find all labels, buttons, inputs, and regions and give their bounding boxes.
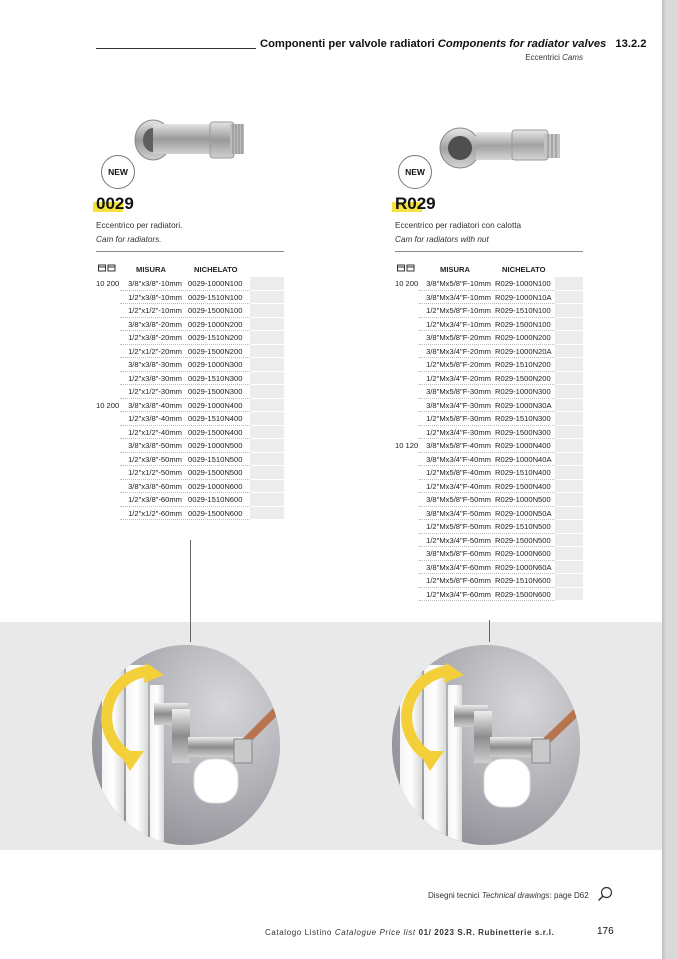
pack-qty: 10 200 [96,279,120,288]
product-0029-image [126,110,256,170]
price-cell [555,277,583,291]
table-row [395,385,585,399]
price-cell [555,412,583,426]
price-cell [250,466,284,480]
table-row [395,358,585,372]
measure-cell: 3/8"x3/8"-50mm [128,441,182,450]
product-desc-it: Eccentrico per radiatori con calotta [395,221,522,230]
table-row [395,561,585,575]
footer-edition: 01/ 2023 [418,928,455,937]
measure-cell: 3/8"Mx3/4"F-40mm [426,454,491,464]
measure-cell: 3/8"Mx5/8"F-20mm [426,333,491,342]
price-cell [555,507,583,521]
article-code: R029-1500N600 [495,589,551,599]
section-number: 13.2.2 [615,38,647,50]
table-row [96,480,286,494]
price-cell [250,291,284,305]
measure-cell: 3/8"Mx3/4"F-50mm [426,508,491,518]
measure-cell: 1/2"Mx3/4"F-10mm [426,319,491,329]
price-cell [555,399,583,413]
table-row [395,453,585,467]
measure-cell: 3/8"Mx3/4"F-10mm [426,292,491,302]
pack-qty: 10 200 [395,279,419,288]
table-row [96,507,286,521]
product-code-r029: R029 [395,194,436,214]
table-row [96,412,286,426]
technical-drawings-ref[interactable] [428,891,589,900]
table-row [395,304,585,318]
price-cell [555,480,583,494]
table-row [96,399,286,413]
measure-cell: 1/2"x1/2"-30mm [128,387,182,396]
price-cell [250,412,284,426]
col-finish: NICHELATO [502,265,546,274]
section-divider [96,251,284,252]
product-code-0029: 0029 [96,194,134,214]
measure-cell: 1/2"Mx3/4"F-60mm [426,589,491,599]
measure-cell: 1/2"x3/8"-20mm [128,333,182,342]
price-cell [555,520,583,534]
article-code: 0029-1000N200 [188,319,243,329]
price-cell [555,304,583,318]
article-code: R029-1000N40A [495,454,552,464]
measure-cell: 1/2"x3/8"-60mm [128,495,182,504]
price-cell [250,453,284,467]
leader-line [190,540,191,642]
measure-cell: 1/2"x3/8"-50mm [128,454,182,464]
pack-qty: 10 120 [395,441,419,450]
price-cell [250,277,284,291]
table-row [395,318,585,332]
price-cell [555,345,583,359]
article-code: R029-1500N300 [495,427,551,437]
col-measure: MISURA [136,265,166,274]
measure-cell: 3/8"x3/8"-20mm [128,319,182,329]
price-cell [250,385,284,399]
article-code: 0029-1510N200 [188,333,243,342]
footer-catalog-it: Catalogo Listino [265,928,332,937]
table-row [395,466,585,480]
price-cell [555,574,583,588]
price-cell [555,534,583,548]
article-code: 0029-1510N100 [188,292,243,302]
price-cell [555,561,583,575]
article-code: 0029-1510N400 [188,414,243,423]
table-row [96,439,286,453]
article-code: 0029-1500N200 [188,346,243,356]
table-row [395,507,585,521]
product-desc-en: Cam for radiators with nut [395,235,489,244]
product-desc-it: Eccentrico per radiatori. [96,221,183,230]
measure-cell: 3/8"x3/8"-10mm [128,279,182,288]
price-cell [555,426,583,440]
price-cell [250,372,284,386]
article-code: R029-1510N500 [495,522,551,531]
table-row [395,574,585,588]
table-row [96,466,286,480]
price-cell [555,331,583,345]
badge-label: NEW [108,167,128,177]
article-code: R029-1510N300 [495,414,551,423]
footer-credits [265,928,554,937]
price-cell [250,507,284,521]
new-badge-r029 [398,155,432,189]
measure-cell: 1/2"Mx5/8"F-60mm [426,576,491,585]
table-row [395,493,585,507]
measure-cell: 1/2"x3/8"-40mm [128,414,182,423]
table-row [96,277,286,291]
price-cell [250,358,284,372]
page-edge-strip [662,0,678,959]
page-title [260,38,647,50]
article-code: 0029-1000N600 [188,481,243,491]
article-code: 0029-1000N400 [188,400,243,410]
measure-cell: 1/2"Mx5/8"F-20mm [426,360,491,369]
price-cell [250,399,284,413]
article-code: R029-1000N50A [495,508,552,518]
measure-cell: 3/8"x3/8"-30mm [128,360,182,369]
article-code: 0029-1500N500 [188,468,243,477]
measure-cell: 1/2"Mx3/4"F-40mm [426,481,491,491]
price-table-0029 [96,262,286,532]
price-cell [555,358,583,372]
article-code: 0029-1500N100 [188,306,243,315]
measure-cell: 1/2"Mx5/8"F-10mm [426,306,491,315]
box-pack-icon [397,264,415,272]
col-finish: NICHELATO [194,265,238,274]
table-row [395,480,585,494]
article-code: 0029-1500N600 [188,508,243,518]
article-code: R029-1510N600 [495,576,551,585]
price-cell [250,345,284,359]
price-cell [250,426,284,440]
page-number: 176 [597,926,614,937]
measure-cell: 3/8"Mx3/4"F-30mm [426,400,491,410]
measure-cell: 3/8"x3/8"-60mm [128,481,182,491]
header-rule [96,48,256,49]
footer-company: S.R. Rubinetterie s.r.l. [457,928,555,937]
table-row [96,304,286,318]
price-cell [555,493,583,507]
article-code: 0029-1510N300 [188,373,243,383]
install-photo-0029 [92,645,280,845]
title-it: Componenti per valvole radiatori [260,38,435,50]
measure-cell: 1/2"x1/2"-20mm [128,346,182,356]
leader-line [489,620,490,642]
price-cell [250,318,284,332]
article-code: R029-1500N100 [495,319,551,329]
table-row [395,345,585,359]
article-code: R029-1500N400 [495,481,551,491]
measure-cell: 3/8"x3/8"-40mm [128,400,182,410]
article-code: 0029-1500N300 [188,387,243,396]
subtitle-en: Cams [562,53,583,62]
measure-cell: 1/2"x1/2"-40mm [128,427,182,437]
drawings-label-it: Disegni tecnici [428,891,480,900]
measure-cell: 1/2"Mx5/8"F-40mm [426,468,491,477]
article-code: R029-1000N60A [495,562,552,572]
measure-cell: 1/2"x1/2"-10mm [128,306,182,315]
footer-catalog-en: Catalogue Price list [334,928,416,937]
table-row [96,493,286,507]
table-row [395,277,585,291]
article-code: 0029-1510N600 [188,495,243,504]
measure-cell: 1/2"Mx3/4"F-50mm [426,535,491,545]
table-row [395,439,585,453]
new-badge-0029 [101,155,135,189]
price-cell [250,493,284,507]
measure-cell: 1/2"x3/8"-30mm [128,373,182,383]
drawings-page: : page D62 [549,891,589,900]
measure-cell: 3/8"Mx5/8"F-60mm [426,549,491,558]
measure-cell: 1/2"Mx5/8"F-30mm [426,414,491,423]
price-cell [250,304,284,318]
article-code: 0029-1500N400 [188,427,243,437]
section-divider [395,251,583,252]
measure-cell: 1/2"x3/8"-10mm [128,292,182,302]
table-row [395,331,585,345]
price-cell [555,453,583,467]
article-code: R029-1000N100 [495,279,551,288]
measure-cell: 3/8"Mx5/8"F-50mm [426,495,491,504]
product-r029-image [432,124,564,174]
article-code: R029-1000N20A [495,346,552,356]
table-row [395,534,585,548]
table-row [96,318,286,332]
price-cell [250,480,284,494]
table-row [96,426,286,440]
price-cell [555,385,583,399]
article-code: R029-1000N600 [495,549,551,558]
price-cell [555,439,583,453]
drawings-label-en: Technical drawings [481,891,550,900]
article-code: R029-1510N100 [495,306,551,315]
measure-cell: 1/2"Mx3/4"F-30mm [426,427,491,437]
price-cell [555,466,583,480]
price-cell [250,439,284,453]
table-row [395,412,585,426]
price-cell [555,547,583,561]
price-cell [555,318,583,332]
article-code: R029-1500N500 [495,535,551,545]
measure-cell: 3/8"Mx5/8"F-10mm [426,279,491,288]
table-row [96,331,286,345]
pack-qty: 10 200 [96,400,120,410]
measure-cell: 1/2"Mx5/8"F-50mm [426,522,491,531]
article-code: 0029-1000N500 [188,441,243,450]
table-row [395,291,585,305]
article-code: 0029-1000N300 [188,360,243,369]
price-cell [555,372,583,386]
title-en: Components for radiator valves [437,38,607,50]
table-row [395,399,585,413]
measure-cell: 1/2"Mx3/4"F-20mm [426,373,491,383]
price-cell [250,331,284,345]
subtitle-it: Eccentrici [525,53,560,62]
measure-cell: 1/2"x1/2"-50mm [128,468,182,477]
product-desc-en: Cam for radiators. [96,235,162,244]
article-code: R029-1500N200 [495,373,551,383]
measure-cell: 3/8"Mx5/8"F-30mm [426,387,491,396]
install-photo-r029 [392,645,580,845]
article-code: R029-1000N10A [495,292,552,302]
article-code: 0029-1510N500 [188,454,243,464]
page-subtitle [525,53,583,62]
table-row [96,385,286,399]
article-code: R029-1000N300 [495,387,551,396]
badge-label: NEW [405,167,425,177]
article-code: R029-1000N400 [495,441,551,450]
table-row [395,547,585,561]
article-code: 0029-1000N100 [188,279,243,288]
table-row [96,291,286,305]
table-row [96,345,286,359]
col-measure: MISURA [440,265,470,274]
article-code: R029-1000N30A [495,400,552,410]
table-row [96,358,286,372]
article-code: R029-1000N200 [495,333,551,342]
table-row [395,520,585,534]
article-code: R029-1000N500 [495,495,551,504]
article-code: R029-1510N400 [495,468,551,477]
measure-cell: 1/2"x1/2"-60mm [128,508,182,518]
price-cell [555,291,583,305]
table-row [395,426,585,440]
table-row [395,372,585,386]
search-icon[interactable] [597,886,613,902]
measure-cell: 3/8"Mx3/4"F-20mm [426,346,491,356]
price-table-r029 [395,262,585,607]
measure-cell: 3/8"Mx5/8"F-40mm [426,441,491,450]
table-row [96,372,286,386]
article-code: R029-1510N200 [495,360,551,369]
measure-cell: 3/8"Mx3/4"F-60mm [426,562,491,572]
table-row [96,453,286,467]
price-cell [555,588,583,602]
table-row [395,588,585,602]
box-pack-icon [98,264,116,272]
